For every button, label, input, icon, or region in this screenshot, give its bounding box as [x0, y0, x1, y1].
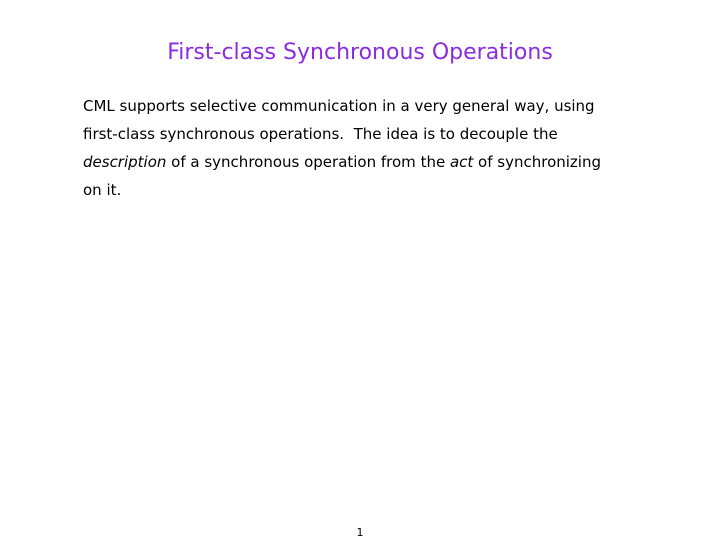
emphasis-description: description	[83, 153, 167, 171]
body-line-1: CML supports selective communication in a very general way, using	[83, 97, 595, 115]
body-line-3	[83, 148, 643, 176]
slide-title: First-class Synchronous Operations	[167, 40, 553, 65]
body-line-4: on it.	[83, 181, 122, 199]
body-line-3-end: of synchronizing	[473, 153, 601, 171]
page-number: 1	[356, 526, 364, 539]
emphasis-act: act	[449, 153, 474, 171]
slide-body-paragraph	[83, 92, 643, 204]
body-line-2: first-class synchronous operations. The idea is to decouple the	[83, 125, 558, 143]
body-line-3-middle: of a synchronous operation from the	[166, 153, 450, 171]
